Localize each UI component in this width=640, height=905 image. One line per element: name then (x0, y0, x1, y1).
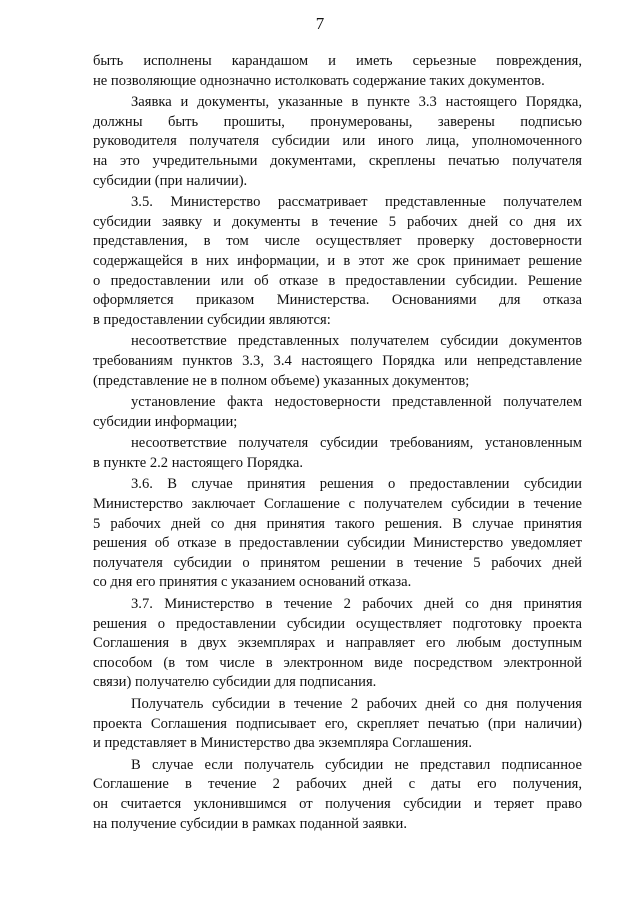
text-line: проекта Соглашения подписывает его, скрепляет печатью (при наличии) (93, 715, 582, 732)
paragraph (93, 93, 582, 191)
text-line: субсидии (при наличии). (93, 172, 248, 189)
text-line: оформляется приказом Министерства. Основаниями для отказа (93, 292, 582, 309)
paragraph (93, 695, 582, 754)
text-line: В случае если получатель субсидии не представил подписанное (131, 756, 582, 773)
document-body (93, 52, 582, 836)
text-line: он считается уклонившимся от получения субсидии и теряет право (93, 795, 582, 812)
text-line: руководителя получателя субсидии или иного лица, уполномоченного (93, 133, 582, 150)
text-line: на это учредительными документами, скреплены печатью получателя (93, 152, 582, 169)
text-line: Министерство заключает Соглашение с получателем субсидии в течение (93, 496, 582, 513)
text-line: получателя субсидии о принятом решении в течение 5 рабочих дней (93, 554, 582, 571)
text-line: решения о предоставлении субсидии осуществляет подготовку проекта (93, 615, 582, 632)
paragraph (93, 434, 582, 473)
paragraph (93, 193, 582, 330)
text-line: со дня его принятия с указанием оснований отказа. (93, 574, 412, 591)
text-line: 3.7. Министерство в течение 2 рабочих дней со дня принятия (131, 596, 582, 613)
text-line: в предоставлении субсидии являются: (93, 311, 331, 328)
text-line: способом (в том числе в электронном виде посредством электронной (93, 654, 582, 671)
text-line: на получение субсидии в рамках поданной заявки. (93, 815, 407, 832)
text-line: о предоставлении или об отказе в предоставлении субсидии. Решение (93, 272, 582, 289)
text-line: решения об отказе в предоставлении субсидии Министерство уведомляет (93, 535, 582, 552)
paragraph (93, 52, 582, 91)
text-line: 5 рабочих дней со дня принятия такого решения. В случае принятия (93, 515, 582, 532)
text-line: требованиям пунктов 3.3, 3.4 настоящего Порядка или непредставление (93, 352, 582, 369)
text-line: содержащейся в них информации, и в этот же срок принимает решение (93, 252, 582, 269)
text-line: 3.6. В случае принятия решения о предоставлении субсидии (131, 476, 582, 493)
text-line: (представление не в полном объеме) указанных документов; (93, 372, 470, 389)
paragraph (93, 756, 582, 834)
text-line: установление факта недостоверности представленной получателем (131, 394, 582, 411)
text-line: несоответствие представленных получателем субсидии документов (131, 333, 582, 350)
text-line: быть исполнены карандашом и иметь серьезные повреждения, (93, 53, 582, 69)
text-line: представления, в том числе осуществляет проверку достоверности (93, 233, 582, 250)
text-line: несоответствие получателя субсидии требованиям, установленным (131, 435, 582, 452)
text-line: Получатель субсидии в течение 2 рабочих дней со дня получения (131, 696, 582, 712)
paragraph (93, 475, 582, 593)
text-line: субсидии информации; (93, 413, 238, 430)
text-line: не позволяющие однозначно истолковать содержание таких документов. (93, 72, 545, 89)
text-line: в пункте 2.2 настоящего Порядка. (93, 454, 303, 471)
page-number: 7 (315, 14, 325, 33)
text-line: субсидии заявку и документы в течение 5 рабочих дней со дня их (93, 213, 582, 230)
text-line: Заявка и документы, указанные в пункте 3.3 настоящего Порядка, (131, 94, 582, 111)
text-line: связи) получателю субсидии для подписания. (93, 674, 377, 691)
text-line: Соглашения в двух экземплярах и направляет его любым доступным (93, 635, 582, 652)
paragraph (93, 393, 582, 432)
text-line: и представляет в Министерство два экземпляра Соглашения. (93, 735, 472, 752)
paragraph (93, 332, 582, 391)
paragraph (93, 595, 582, 693)
text-line: Соглашение в течение 2 рабочих дней с даты его получения, (93, 776, 582, 793)
text-line: должны быть прошиты, пронумерованы, заверены подписью (93, 113, 582, 130)
text-line: 3.5. Министерство рассматривает представленные получателем (131, 194, 582, 211)
